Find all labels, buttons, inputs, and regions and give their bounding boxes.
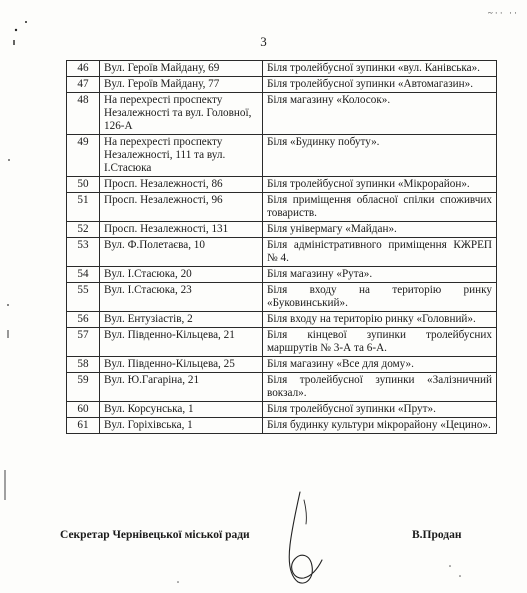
table-row: [67, 418, 497, 434]
row-number: 58: [67, 357, 100, 373]
row-location: Біля адміністративного приміщення КЖРЕП № 4.: [263, 238, 497, 267]
row-address: Вул. Ю.Гагаріна, 21: [100, 373, 263, 402]
row-address: Вул. Південно-Кільцева, 21: [100, 328, 263, 357]
row-number: 56: [67, 312, 100, 328]
row-number: 50: [67, 177, 100, 193]
table-row: [67, 373, 497, 402]
table-row: [67, 93, 497, 135]
row-location: Біля тролейбусної зупинки «Мікрорайон».: [263, 177, 497, 193]
row-address: Просп. Незалежності, 86: [100, 177, 263, 193]
row-number: 51: [67, 193, 100, 222]
handwritten-signature: [270, 490, 340, 590]
row-location: Біля будинку культури мікрорайону «Цецино».: [263, 418, 497, 434]
row-address: Вул. Героїв Майдану, 69: [100, 61, 263, 77]
row-location: Біля кінцевої зупинки тролейбусних маршрутів № 3-А та 6-А.: [263, 328, 497, 357]
row-number: 49: [67, 135, 100, 177]
table-row: [67, 312, 497, 328]
row-location: Біля магазину «Рута».: [263, 267, 497, 283]
row-number: 61: [67, 418, 100, 434]
table-row: [67, 283, 497, 312]
page-number: 3: [260, 34, 267, 49]
table-row: [67, 222, 497, 238]
table-row: [67, 238, 497, 267]
table-row: [67, 61, 497, 77]
row-number: 57: [67, 328, 100, 357]
row-location: Біля приміщення обласної спілки споживчих товариств.: [263, 193, 497, 222]
row-address: Просп. Незалежності, 131: [100, 222, 263, 238]
row-number: 55: [67, 283, 100, 312]
row-number: 48: [67, 93, 100, 135]
corner-mark: ~·· ··: [487, 8, 519, 18]
row-address: На перехресті проспекту Незалежності, 111 та вул. І.Стасюка: [100, 135, 263, 177]
row-number: 47: [67, 77, 100, 93]
row-address: Вул. Горіхівська, 1: [100, 418, 263, 434]
row-address: Вул. І.Стасюка, 23: [100, 283, 263, 312]
table-row: [67, 402, 497, 418]
row-address: Вул. Південно-Кільцева, 25: [100, 357, 263, 373]
row-location: Біля магазину «Колосок».: [263, 93, 497, 135]
row-address: Вул. Ф.Полетаєва, 10: [100, 238, 263, 267]
row-location: Біля входу на територію ринку «Головний».: [263, 312, 497, 328]
row-number: 46: [67, 61, 100, 77]
row-location: Біля тролейбусної зупинки «Прут».: [263, 402, 497, 418]
row-address: На перехресті проспекту Незалежності та вул. Головної, 126-А: [100, 93, 263, 135]
row-location: Біля «Будинку побуту».: [263, 135, 497, 177]
row-number: 52: [67, 222, 100, 238]
table-row: [67, 267, 497, 283]
table-row: [67, 357, 497, 373]
table-row: [67, 77, 497, 93]
row-location: Біля тролейбусної зупинки «Автомагазин».: [263, 77, 497, 93]
table-row: [67, 328, 497, 357]
row-number: 54: [67, 267, 100, 283]
row-location: Біля магазину «Все для дому».: [263, 357, 497, 373]
signatory-name: В.Продан: [412, 529, 462, 541]
table-row: [67, 135, 497, 177]
row-address: Вул. І.Стасюка, 20: [100, 267, 263, 283]
table-row: [67, 177, 497, 193]
row-location: Біля тролейбусної зупинки «Залізничний вокзал».: [263, 373, 497, 402]
row-address: Вул. Корсунська, 1: [100, 402, 263, 418]
row-address: Просп. Незалежності, 96: [100, 193, 263, 222]
row-number: 53: [67, 238, 100, 267]
row-address: Вул. Героїв Майдану, 77: [100, 77, 263, 93]
row-number: 60: [67, 402, 100, 418]
row-location: Біля універмагу «Майдан».: [263, 222, 497, 238]
row-number: 59: [67, 373, 100, 402]
signatory-title: Секретар Чернівецької міської ради: [60, 529, 250, 541]
locations-table: [66, 60, 497, 434]
row-location: Біля входу на територію ринку «Буковинський».: [263, 283, 497, 312]
table-row: [67, 193, 497, 222]
row-address: Вул. Ентузіастів, 2: [100, 312, 263, 328]
row-location: Біля тролейбусної зупинки «вул. Канівська».: [263, 61, 497, 77]
